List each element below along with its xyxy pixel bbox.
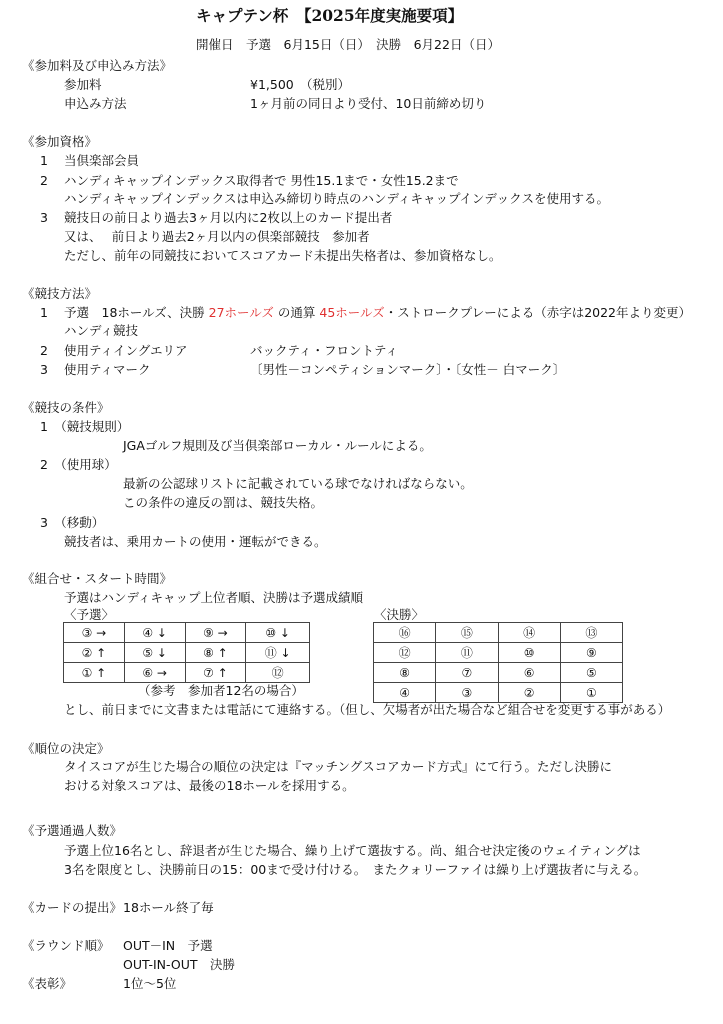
round-order-heading: 《ラウンド順》 [22,938,110,953]
qualifying-table-row-cell: ⑥ → [124,663,185,683]
round-order-final: OUT-IN-OUT 決勝 [123,957,236,972]
pairing-note: （参考 参加者12名の場合） [138,683,304,698]
qualifying-table-row [64,663,310,683]
final-table-row-cell: ① [560,683,622,703]
qualifiers-text-1: 予選上位16名とし、辞退者が生じた場合、繰り上げて選抜する。尚、組合せ決定後のウェイティングは [64,843,641,858]
eligibility-item-3: 競技日の前日より過去3ヶ月以内に2枚以上のカード提出者 [64,210,393,225]
qualifying-pairing-table [63,622,310,683]
final-table-row-cell: ⑧ [374,663,436,683]
eligibility-num-3: 3 [40,210,48,225]
red-text-45-holes: 45ホールズ [319,305,385,320]
page-title: キャプテン杯 【2025年度実施要項】 [196,6,464,25]
final-table-row-cell: ⑬ [560,623,622,643]
card-heading: 《カードの提出》 [22,900,123,915]
final-table-row-cell: ⑩ [498,643,560,663]
method-item-1-part-c: ・ストロークプレーによる（赤字は2022年より変更） [384,305,691,320]
final-label: 〈決勝〉 [374,607,425,622]
eligibility-num-2: 2 [40,173,48,188]
fee-value: ¥1,500 （税別） [250,77,350,92]
final-table-row-cell: ⑨ [560,643,622,663]
final-table-row [374,643,623,663]
qualifiers-text-2: 3名を限度とし、決勝前日の15：00まで受け付ける。 またクォリーファイは繰り上げ選抜者に与える。 [64,862,647,877]
apply-label: 申込み方法 [64,96,127,111]
final-table-row-cell: ④ [374,683,436,703]
awards-heading: 《表彰》 [22,976,73,991]
eligibility-item-2-detail: ハンディキャップインデックスは申込み締切り時点のハンディキャップインデックスを使用する。 [64,191,610,206]
qualifying-table-row [64,643,310,663]
eligibility-item-3-note: ただし、前年の同競技においてスコアカード未提出失格者は、参加資格なし。 [64,248,502,263]
method-item-1-part-b: の通算 [277,305,316,320]
ranking-text-1: タイスコアが生じた場合の順位の決定は『マッチングスコアカード方式』にて行う。ただし決勝に [64,759,613,774]
qualifying-label: 〈予選〉 [64,607,115,622]
final-table-row-cell: ⑮ [436,623,498,643]
pairing-heading: 《組合せ・スタート時間》 [22,571,173,586]
final-table-row-cell: ⑦ [436,663,498,683]
qualifying-table-row-cell: ③ → [64,623,125,643]
eligibility-num-1: 1 [40,153,48,168]
eligibility-item-1: 当倶楽部会員 [64,153,140,168]
method-item-1-handicap: ハンディ競技 [64,323,139,338]
teeing-area-label: 使用ティイングエリア [64,343,188,358]
ranking-heading: 《順位の決定》 [22,741,110,756]
final-table-row [374,623,623,643]
method-heading: 《競技方法》 [22,286,98,301]
conditions-heading: 《競技の条件》 [22,400,110,415]
condition-ball-text: 最新の公認球リストに記載されている球でなければならない。 [123,476,473,491]
method-item-1 [64,304,691,322]
qualifying-table-row-cell: ① ↑ [64,663,125,683]
ranking-text-2: おける対象スコアは、最後の18ホールを採用する。 [64,778,355,793]
final-table-row-cell: ⑤ [560,663,622,683]
eligibility-heading: 《参加資格》 [22,134,98,149]
final-table-row-cell: ⑪ [436,643,498,663]
pairing-description: 予選はハンディキャップ上位者順、決勝は予選成績順 [64,590,364,605]
awards-text: 1位～5位 [123,976,177,991]
condition-rules-text: JGAゴルフ規則及び当倶楽部ローカル・ルールによる。 [123,438,432,453]
apply-value: 1ヶ月前の同日より受付、10日前締め切り [250,96,487,111]
pairing-footer: とし、前日までに文書または電話にて連絡する。（但し、欠場者が出た場合など組合せを変更する事がある） [64,702,671,717]
tee-mark-value: 〔男性－コンペティションマーク〕・〔女性－ 白マーク〕 [250,362,566,377]
final-table-row-cell: ③ [436,683,498,703]
fee-heading: 《参加料及び申込み方法》 [22,58,173,73]
method-num-3: 3 [40,362,48,377]
qualifying-table-row-cell: ⑫ [246,663,310,683]
event-dates: 開催日 予選 6月15日（日） 決勝 6月22日（日） [196,37,500,52]
qualifying-table-row-cell: ② ↑ [64,643,125,663]
condition-ball-head: 2 （使用球） [40,457,117,472]
condition-transport-text: 競技者は、乗用カートの使用・運転ができる。 [64,534,327,549]
card-text: 18ホール終了毎 [123,900,214,915]
red-text-27-holes: 27ホールズ [208,305,274,320]
tee-mark-label: 使用ティマーク [64,362,151,377]
qualifying-table-row-cell: ⑩ ↓ [246,623,310,643]
final-table-row-cell: ⑥ [498,663,560,683]
final-table-row-cell: ⑭ [498,623,560,643]
condition-rules-head: 1 （競技規則） [40,419,130,434]
qualifying-table-row-cell: ⑪ ↓ [246,643,310,663]
method-num-2: 2 [40,343,48,358]
final-table-row [374,683,623,703]
fee-label: 参加料 [64,77,102,92]
qualifying-table-row [64,623,310,643]
eligibility-item-2: ハンディキャップインデックス取得者で 男性15.1まで・女性15.2まで [64,173,459,188]
qualifying-table-row-cell: ⑨ → [185,623,246,643]
method-num-1: 1 [40,305,48,320]
final-pairing-table [373,622,623,703]
round-order-qualifying: OUT－IN 予選 [123,938,213,953]
condition-transport-head: 3 （移動） [40,515,105,530]
method-item-1-part-a: 予選 18ホールズ、決勝 [64,305,205,320]
qualifying-table-row-cell: ⑦ ↑ [185,663,246,683]
final-table-row-cell: ② [498,683,560,703]
condition-ball-penalty: この条件の違反の罰は、競技失格。 [123,495,324,510]
teeing-area-value: バックティ・フロントティ [250,343,399,358]
final-table-row-cell: ⑫ [374,643,436,663]
final-table-row-cell: ⑯ [374,623,436,643]
final-table-row [374,663,623,683]
qualifying-table-row-cell: ⑤ ↓ [124,643,185,663]
qualifying-table-row-cell: ⑧ ↑ [185,643,246,663]
qualifiers-heading: 《予選通過人数》 [22,823,123,838]
eligibility-item-3-alt: 又は、 前日より過去2ヶ月以内の倶楽部競技 参加者 [64,229,370,244]
qualifying-table-row-cell: ④ ↓ [124,623,185,643]
